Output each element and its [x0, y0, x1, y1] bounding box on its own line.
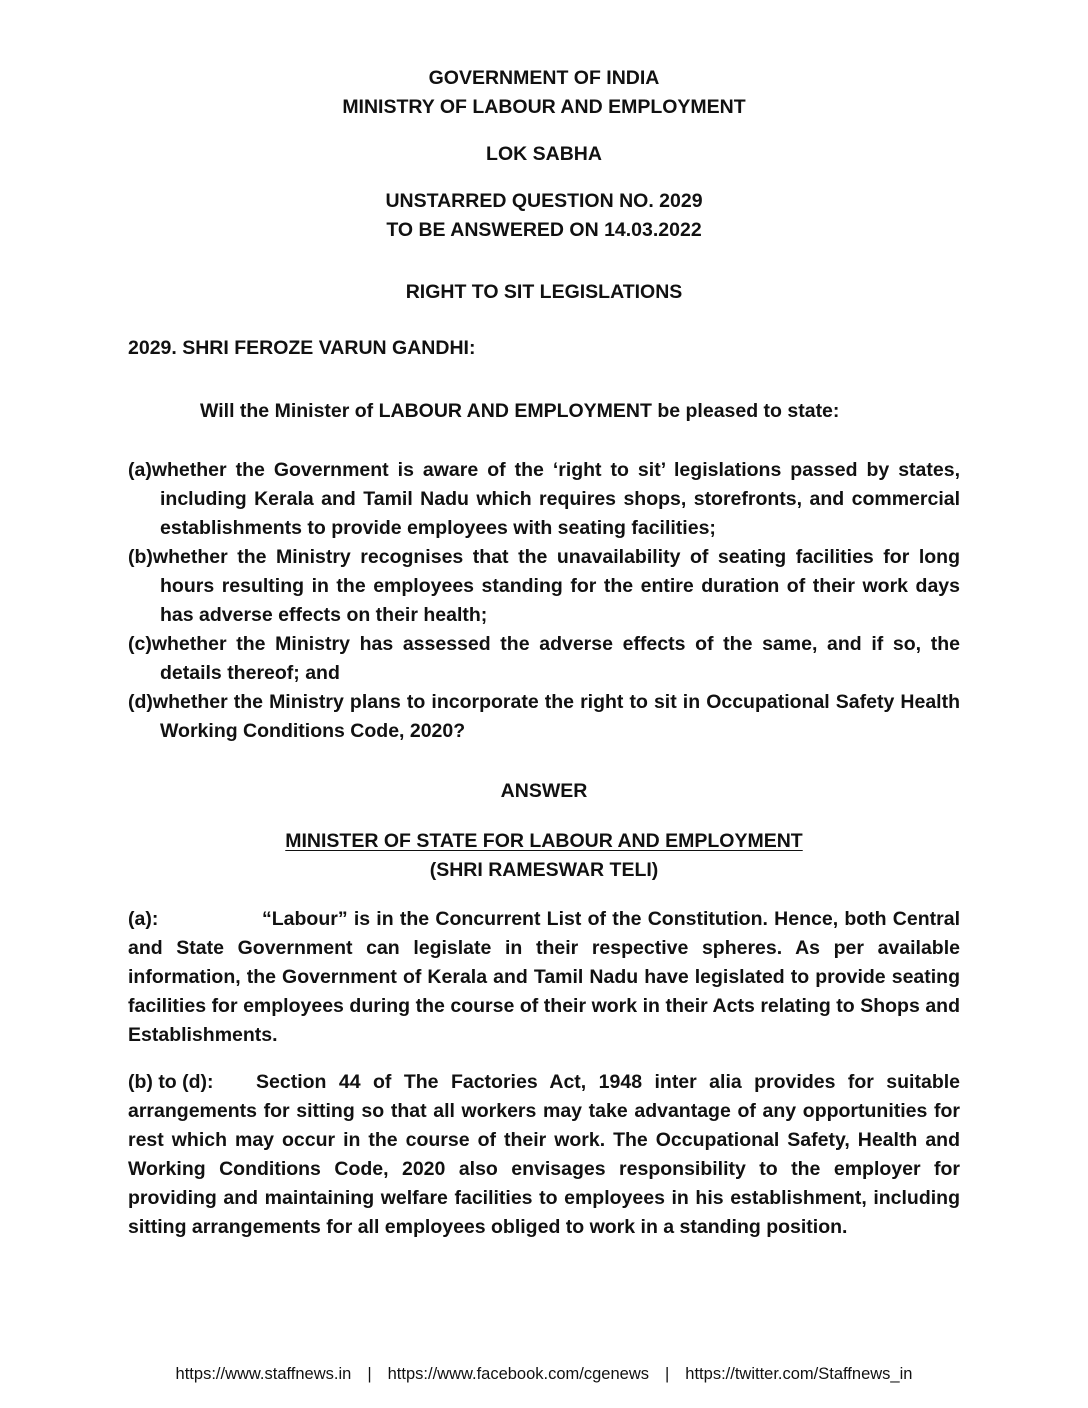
answer-part-bd-text: Section 44 of The Factories Act, 1948 inter alia provides for suitable arrangements for sitting so that all workers may take advantage of any opportunities for rest which may occur in the course of their work. The Occupational Safety, Health and Working Conditions Code, 2020 also envisages responsibility to the employer for providing and maintaining welfare facilities to employees in his establishment, including sitting arrangements for all employees obliged to work in a standing position.	[128, 1071, 960, 1238]
footer-link-staffnews[interactable]: https://www.staffnews.in	[175, 1365, 352, 1383]
answer-part-a-text: “Labour” is in the Concurrent List of the Constitution. Hence, both Central and State Government can legislate in their respective spheres. As per available information, the Government of Kerala and Tamil Nadu have legislated to provide seating facilities for employees during the course of their work in their Acts relating to Shops and Establishments.	[128, 908, 960, 1046]
footer-separator: |	[367, 1365, 372, 1383]
asker-name: 2029. SHRI FEROZE VARUN GANDHI:	[128, 337, 476, 359]
answer-part-a	[128, 905, 960, 1050]
footer-separator: |	[665, 1365, 670, 1383]
footer-link-facebook[interactable]: https://www.facebook.com/cgenews	[387, 1365, 649, 1383]
question-intro: Will the Minister of LABOUR AND EMPLOYMENT be pleased to state:	[200, 400, 840, 422]
question-item-d: (d)whether the Ministry plans to incorporate the right to sit in Occupational Safety Health Working Conditions Code, 2020?	[128, 691, 960, 742]
minister-block	[128, 827, 960, 885]
answer-heading: ANSWER	[500, 780, 588, 802]
answer-part-bd	[128, 1068, 960, 1242]
question-item-c: (c)whether the Ministry has assessed the adverse effects of the same, and if so, the details thereof; and	[128, 633, 960, 684]
ministry-heading: MINISTRY OF LABOUR AND EMPLOYMENT	[342, 96, 746, 118]
answer-part-bd-label: (b) to (d):	[128, 1071, 214, 1093]
question-item-a: (a)whether the Government is aware of the ‘right to sit’ legislations passed by states, including Kerala and Tamil Nadu which requires shops, storefronts, and commercial establishments to provide employees with seating facilities;	[128, 459, 960, 539]
question-item-b: (b)whether the Ministry recognises that the unavailability of seating facilities for long hours resulting in the employees standing for the entire duration of their work days has adverse effects on their health;	[128, 546, 960, 626]
answer-date: TO BE ANSWERED ON 14.03.2022	[386, 219, 702, 241]
footer-links	[0, 1363, 1088, 1385]
answer-part-a-label: (a):	[128, 908, 159, 930]
question-list	[128, 456, 960, 746]
document-page	[128, 64, 960, 1242]
question-number: UNSTARRED QUESTION NO. 2029	[385, 190, 703, 212]
footer-link-twitter[interactable]: https://twitter.com/Staffnews_in	[685, 1365, 913, 1383]
subject-title: RIGHT TO SIT LEGISLATIONS	[405, 281, 683, 303]
minister-name: (SHRI RAMESWAR TELI)	[429, 859, 659, 881]
house-heading: LOK SABHA	[486, 143, 602, 165]
government-heading: GOVERNMENT OF INDIA	[428, 67, 660, 89]
minister-title: MINISTER OF STATE FOR LABOUR AND EMPLOYMENT	[285, 830, 803, 852]
